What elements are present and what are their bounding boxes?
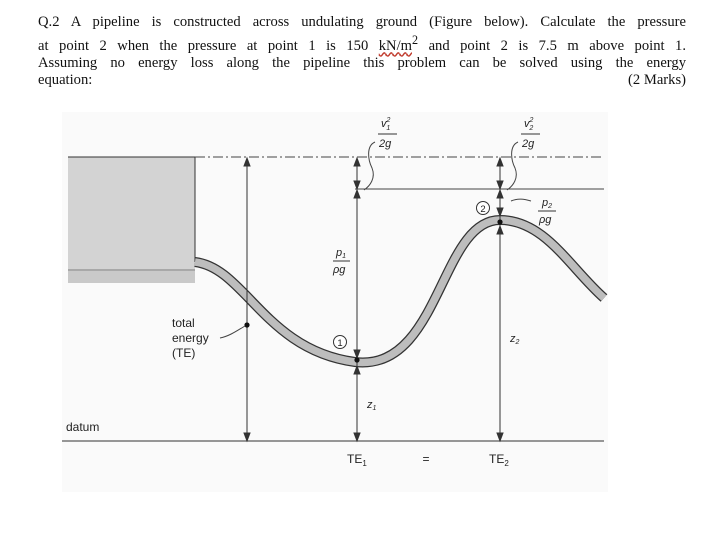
equals-sign: = bbox=[422, 452, 430, 466]
question-line-1: Q.2 A pipeline is constructed across undulating ground (Figure below). Calculate the pressure bbox=[38, 14, 686, 30]
te-label-line-1: total bbox=[172, 316, 195, 330]
question-line-4: equation: (2 Marks) bbox=[38, 72, 686, 89]
marks-label: (2 Marks) bbox=[628, 72, 686, 89]
svg-text:2g: 2g bbox=[379, 138, 392, 150]
question-line-3: Assuming no energy loss along the pipeline this problem can be solved using the energy bbox=[38, 54, 686, 71]
z2-label: z2 bbox=[510, 333, 520, 346]
te2-label: $TE_2$ bbox=[489, 452, 509, 468]
te1-label: $TE_1$ bbox=[347, 452, 367, 468]
te-dot bbox=[244, 322, 249, 327]
question-line-2: at point 2 when the pressure at point 1 is 150 $kN/m^2$ and point 2 is 7.5 m above point 1. bbox=[38, 32, 686, 54]
unit-kn: kN/m bbox=[378, 37, 412, 54]
svg-text:v22: $v^2$ 2 bbox=[524, 117, 534, 132]
point-2-dot bbox=[497, 219, 502, 224]
svg-text:1: 1 bbox=[337, 338, 343, 349]
svg-text:v21: $v^2$ 1 bbox=[381, 117, 391, 132]
datum-label: datum bbox=[66, 420, 100, 434]
question-number: Q.2 bbox=[38, 14, 60, 30]
te-label-line-2: energy bbox=[172, 331, 209, 345]
te-label-line-3: (TE) bbox=[172, 346, 196, 360]
point-1-dot bbox=[354, 357, 359, 362]
svg-text:ρg: ρg bbox=[539, 214, 552, 226]
svg-text:2: 2 bbox=[480, 204, 486, 215]
z1-label: z1 bbox=[367, 399, 377, 412]
svg-text:2g: 2g bbox=[522, 138, 535, 150]
svg-text:p2: p2 bbox=[542, 197, 553, 210]
svg-text:p1: p1 bbox=[336, 247, 347, 260]
svg-text:ρg: ρg bbox=[333, 264, 346, 276]
